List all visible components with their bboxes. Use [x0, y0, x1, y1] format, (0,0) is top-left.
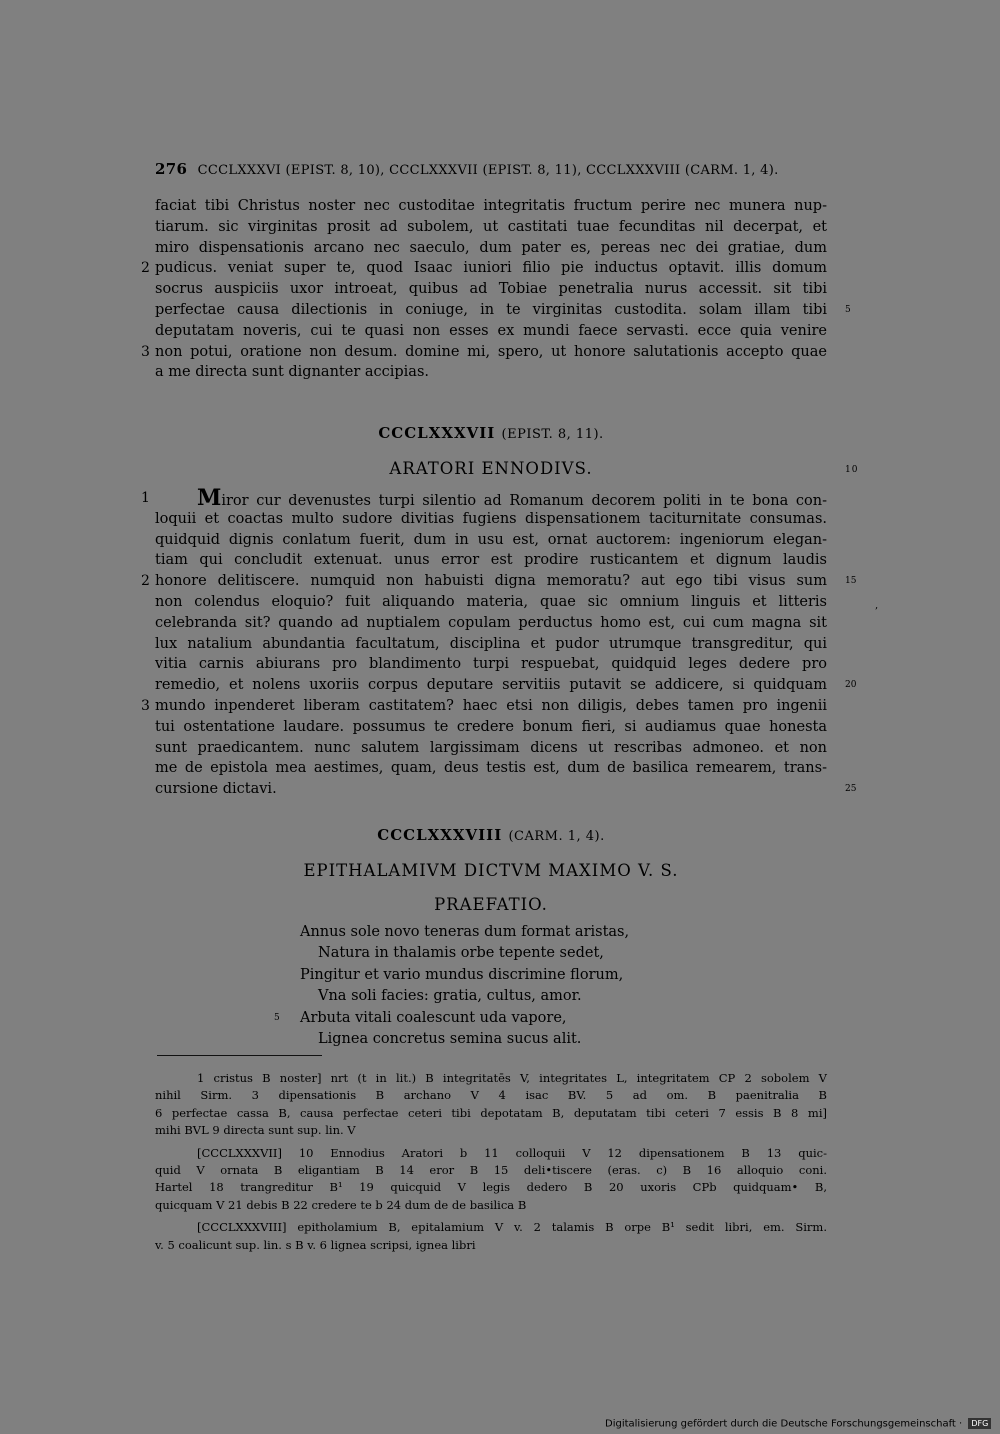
verse-line: Vna soli facies: gratia, cultus, amor.: [318, 988, 582, 1005]
digitization-credit: [605, 1418, 991, 1430]
dfg-logo: DFG: [968, 1418, 991, 1429]
section-387-heading: [155, 459, 859, 478]
text-line: me de epistola mea aestimes, quam, deus testis est, dum de basilica remearem, trans-: [155, 760, 827, 777]
paragraph-number: 1: [141, 490, 150, 506]
verse-line: [274, 1008, 720, 1029]
section-386-text: [141, 196, 851, 383]
text-line: quidquid dignis conlatum fuerit, dum in usu est, ornat auctorem: ingeniorum elegan-: [155, 531, 827, 548]
footnote-rule: [157, 1055, 322, 1056]
section-number: CCCLXXXVIII: [377, 826, 503, 844]
text-line: [155, 675, 857, 696]
text-line: [155, 300, 851, 321]
apparatus-line: Hartel 18 trangreditur B¹ 19 quicquid V legis dedero B 20 uxoris CPb quidquam• B,: [155, 1180, 827, 1195]
text-line: non colendus eloquio? fuit aliquando materia, quae sic omnium linguis et litteris: [155, 593, 827, 610]
text-line: lux natalium abundantia facultatum, disciplina et pudor utrumque transgreditur, qui: [155, 635, 827, 652]
paragraph-number: 2: [141, 260, 150, 277]
text-line-content: honore delitiscere. numquid non habuisti digna memoratu? aut ego tibi visus sum: [155, 573, 827, 590]
text-line: [141, 258, 827, 279]
text-line: faciat tibi Christus noster nec custoditae integritatis fructum perire nec munera nup-: [155, 198, 827, 214]
section-reference: (EPIST. 8, 11).: [501, 427, 604, 442]
text-line: tiam qui concludit extenuat. unus error est prodire rusticantem et dignum laudis: [155, 552, 827, 569]
text-line: [155, 779, 857, 800]
apparatus-line: v. 5 coalicunt sup. lin. s B v. 6 lignea scripsi, ignea libri: [155, 1237, 476, 1252]
text-line: a me directa sunt dignanter accipias.: [155, 364, 429, 381]
text-line: tiarum. sic virginitas prosit ad subolem, ut castitati tuae fecunditas nil decerpat, et: [155, 218, 827, 235]
dropcap: [155, 485, 222, 511]
text-line-content: pudicus. veniat super te, quod Isaac iuniori filio pie inductus optavit. illis domum: [155, 260, 827, 277]
text-line-content: iror cur devenustes turpi silentio ad Romanum decorem politi in te bona con-: [221, 493, 827, 509]
paragraph-number: 3: [141, 343, 150, 360]
apparatus-line: quicquam V 21 debis B 22 credere te b 24 dum de de basilica B: [155, 1197, 527, 1212]
verse-line: Pingitur et vario mundus discrimine florum,: [300, 966, 624, 983]
dropcap-letter: M: [197, 485, 222, 511]
margin-line-number: 20: [845, 680, 857, 691]
text-line: socrus auspiciis uxor introeat, quibus ad Tobiae penetralia nurus accessit. sit tibi: [155, 281, 827, 298]
margin-line-number: 10: [845, 465, 859, 475]
text-line: vitia carnis abiurans pro blandimento turpi respuebat, quidquid leges dedere pro: [155, 656, 827, 673]
apparatus-line: quid V ornata B eligantiam B 14 eror B 15 deli•tiscere (eras. c) B 16 alloquio coni.: [155, 1162, 827, 1177]
stray-mark: ,: [875, 600, 879, 611]
apparatus-line: 6 perfectae cassa B, causa perfectae ceteri tibi depotatam B, deputatam tibi ceteri 7 essis B 8 mi]: [155, 1105, 827, 1120]
verse-line: Annus sole novo teneras dum format aristas,: [300, 924, 630, 940]
text-line: celebranda sit? quando ad nuptialem copulam perductus homo est, cui cum magna sit: [155, 614, 827, 631]
text-line: sunt praedicantem. nunc salutem largissimam dicens ut rescribas admoneo. et non: [155, 739, 827, 756]
paragraph-number: 2: [141, 573, 150, 590]
heading-text: ARATORI ENNODIVS.: [389, 459, 593, 478]
section-387-title: [155, 424, 827, 442]
margin-line-number: 5: [845, 304, 851, 315]
running-header: [155, 160, 835, 178]
text-line: tui ostentatione laudare. possumus te credere bonum fieri, si audiamus quae honesta: [155, 718, 827, 735]
text-line: miro dispensationis arcano nec saeculo, dum pater es, pereas nec dei gratiae, dum: [155, 239, 827, 256]
text-line: [141, 342, 827, 363]
apparatus-line: 1 cristus B noster] nrt (t in lit.) B integritatēs V, integritates L, integritatem CP 2 sobolem V: [197, 1071, 827, 1085]
verse-text: Arbuta vitali coalescunt uda vapore,: [300, 1009, 567, 1026]
apparatus-line: mihi BVL 9 directa sunt sup. lin. V: [155, 1123, 356, 1138]
section-number: CCCLXXXVII: [378, 424, 496, 442]
verse-line: Lignea concretus semina sucus alit.: [318, 1030, 582, 1047]
text-line-content: perfectae causa dilectionis in coniuge, in te virginitas custodita. solam illam tibi: [155, 301, 827, 318]
running-title: CCCLXXXVI (EPIST. 8, 10), CCCLXXXVII (EPIST. 8, 11), CCCLXXXVIII (CARM. 1, 4).: [197, 163, 779, 178]
critical-apparatus: [155, 1070, 827, 1254]
margin-line-number: 25: [845, 784, 857, 795]
text-line: deputatam noveris, cui te quasi non esses ex mundi faece servasti. ecce quia venire: [155, 322, 827, 339]
verse-line: Natura in thalamis orbe tepente sedet,: [318, 945, 604, 962]
margin-line-number: 15: [845, 576, 857, 587]
section-388-title: [155, 826, 827, 844]
section-reference: (CARM. 1, 4).: [508, 829, 605, 844]
text-line: [141, 485, 827, 511]
praefatio-heading: PRAEFATIO.: [434, 895, 548, 914]
text-line: [141, 696, 827, 717]
text-line-content: mundo inpenderet liberam castitatem? haec etsi non diligis, debes tamen pro ingenii: [155, 697, 827, 714]
text-line: [141, 571, 857, 592]
apparatus-line: [CCCLXXXVIII] epitholamium B, epitalamium V v. 2 talamis B orpe B¹ sedit libri, em. Sirm.: [197, 1220, 827, 1235]
text-line-content: cursione dictavi.: [155, 781, 277, 798]
section-388-heading: EPITHALAMIVM DICTVM MAXIMO V. S.: [303, 861, 679, 880]
credit-text: Digitalisierung gefördert durch die Deutsche Forschungsgemeinschaft ·: [605, 1418, 963, 1430]
text-line: loquii et coactas multo sudore divitias fugiens dispensationem taciturnitate consumas.: [155, 510, 827, 527]
apparatus-line: [CCCLXXXVII] 10 Ennodius Aratori b 11 colloquii V 12 dipensationem B 13 quic-: [197, 1145, 827, 1160]
poem-verses: [274, 922, 720, 1050]
text-line-content: non potui, oratione non desum. domine mi, spero, ut honore salutationis accepto quae: [155, 343, 827, 360]
apparatus-line: nihil Sirm. 3 dipensationis B archano V 4 isac BV. 5 ad om. B paenitralia B: [155, 1088, 827, 1103]
page-number: 276: [155, 160, 188, 178]
text-line-content: remedio, et nolens uxoriis corpus deputare servitiis putavit se addicere, si quidquam: [155, 677, 827, 694]
paragraph-number: 3: [141, 697, 150, 714]
verse-number: 5: [274, 1012, 280, 1023]
section-387-text: [141, 485, 857, 800]
